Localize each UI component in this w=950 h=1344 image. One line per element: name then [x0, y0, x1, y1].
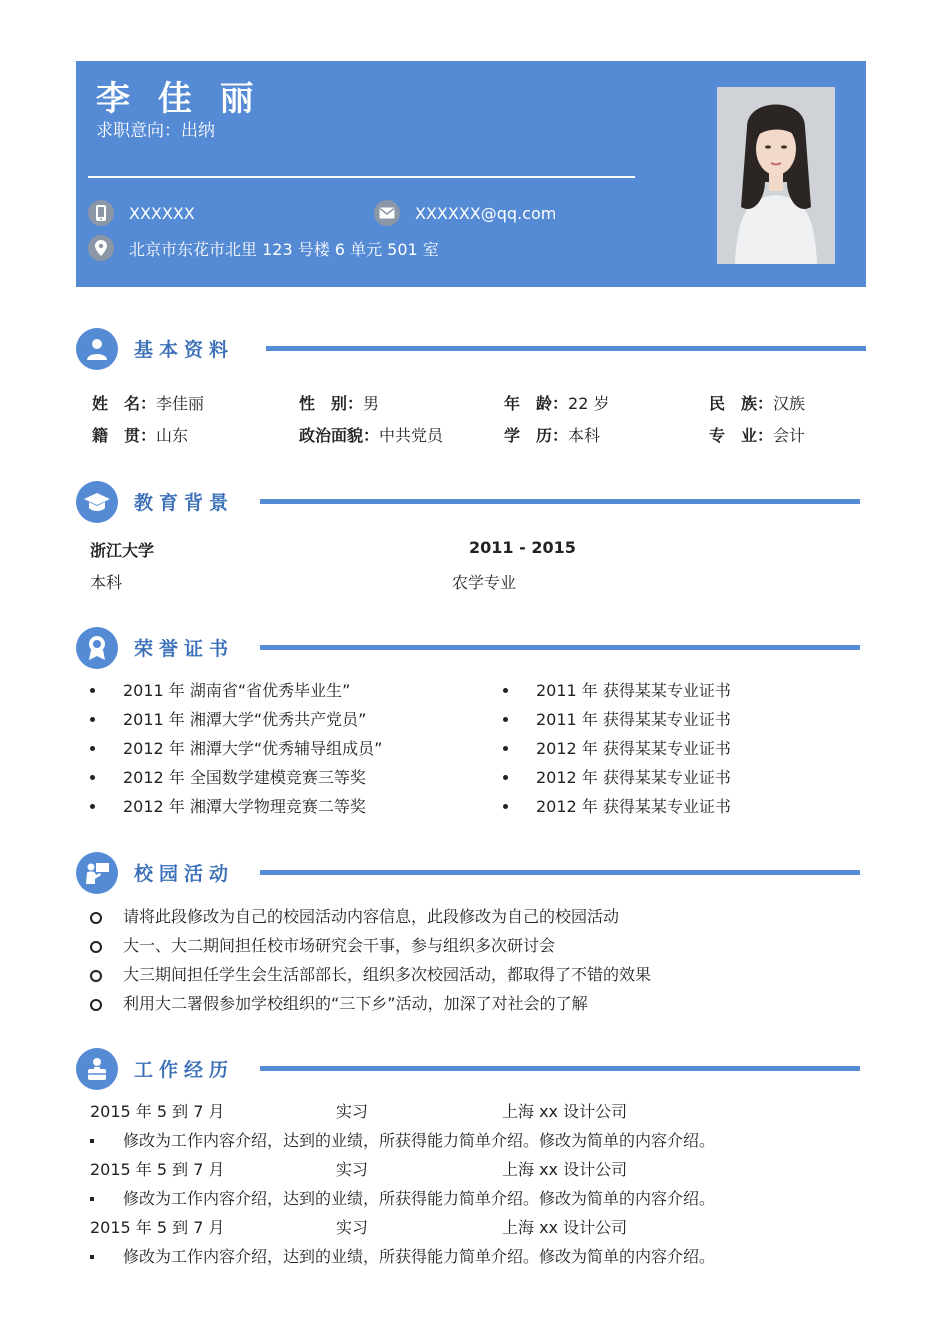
briefcase-worker-icon — [76, 1048, 118, 1090]
honors-list-left — [90, 676, 382, 821]
resume-header — [76, 61, 866, 287]
work-period: 2015 年 5 到 7 月 — [90, 1160, 225, 1179]
list-item: 2012 年 全国数学建模竞赛三等奖 — [90, 763, 382, 792]
section-divider — [260, 1066, 860, 1071]
profile-photo — [717, 87, 835, 264]
work-period: 2015 年 5 到 7 月 — [90, 1218, 225, 1237]
list-item: 利用大二署假参加学校组织的“三下乡”活动，加深了对社会的了解 — [90, 989, 651, 1018]
work-item — [90, 1155, 850, 1213]
basic-info-row — [92, 391, 852, 415]
work-period: 2015 年 5 到 7 月 — [90, 1102, 225, 1121]
user-icon — [76, 328, 118, 370]
section-divider — [260, 645, 860, 650]
info-cell: 姓 名：李佳丽 — [92, 394, 205, 413]
activities-list — [90, 902, 651, 1018]
info-cell: 籍 贯：山东 — [92, 426, 189, 445]
info-cell: 性 别：男 — [299, 394, 380, 413]
section-divider — [260, 499, 860, 504]
contact-address — [88, 235, 439, 261]
graduation-cap-icon — [76, 481, 118, 523]
list-item: 大三期间担任学生会生活部部长，组织多次校园活动，都取得了不错的效果 — [90, 960, 651, 989]
portrait-illustration — [717, 87, 835, 264]
list-item: 2012 年 湘潭大学物理竞赛二等奖 — [90, 792, 382, 821]
work-item — [90, 1213, 850, 1271]
list-item: 请将此段修改为自己的校园活动内容信息，此段修改为自己的校园活动 — [90, 902, 651, 931]
work-list — [90, 1097, 850, 1271]
header-divider — [88, 176, 635, 178]
list-item: 2011 年 湘潭大学“优秀共产党员” — [90, 705, 382, 734]
section-divider — [266, 346, 866, 351]
section-activities-header — [76, 852, 866, 896]
education-school: 浙江大学 — [90, 541, 155, 560]
info-cell: 专 业：会计 — [709, 426, 806, 445]
email-text: XXXXXX@qq.com — [415, 203, 557, 223]
work-company: 上海 xx 设计公司 — [502, 1160, 628, 1179]
work-role: 实习 — [336, 1102, 369, 1121]
contact-phone — [88, 200, 195, 226]
location-pin-icon — [88, 235, 114, 261]
work-description: 修改为工作内容介绍，达到的业绩，所获得能力简单介绍。修改为简单的内容介绍。 — [90, 1184, 715, 1213]
work-role: 实习 — [336, 1218, 369, 1237]
list-item: 2012 年 获得某某专业证书 — [503, 763, 731, 792]
work-item — [90, 1097, 850, 1155]
work-company: 上海 xx 设计公司 — [502, 1102, 628, 1121]
basic-info-row — [92, 423, 852, 447]
phone-icon — [88, 200, 114, 226]
section-divider — [260, 870, 860, 875]
work-description: 修改为工作内容介绍，达到的业绩，所获得能力简单介绍。修改为简单的内容介绍。 — [90, 1126, 715, 1155]
award-medal-icon — [76, 627, 118, 669]
phone-text: XXXXXX — [129, 203, 195, 223]
list-item: 2011 年 获得某某专业证书 — [503, 705, 731, 734]
work-role: 实习 — [336, 1160, 369, 1179]
address-text: 北京市东花市北里 123 号楼 6 单元 501 室 — [129, 239, 439, 259]
section-title: 荣誉证书 — [134, 638, 235, 660]
info-cell: 年 龄：22 岁 — [504, 394, 610, 413]
honors-list-right — [503, 676, 731, 821]
info-cell: 政治面貌：中共党员 — [299, 426, 444, 445]
list-item: 大一、大二期间担任校市场研究会干事，参与组织多次研讨会 — [90, 931, 651, 960]
list-item: 2011 年 湖南省“省优秀毕业生” — [90, 676, 382, 705]
education-major: 农学专业 — [452, 573, 517, 592]
list-item: 2012 年 获得某某专业证书 — [503, 734, 731, 763]
section-title: 工作经历 — [134, 1059, 235, 1081]
section-education-header — [76, 481, 866, 525]
info-cell: 学 历：本科 — [504, 426, 601, 445]
list-item: 2011 年 获得某某专业证书 — [503, 676, 731, 705]
presenter-icon — [76, 852, 118, 894]
job-intent: 求职意向：出纳 — [96, 121, 215, 141]
section-work-header — [76, 1048, 866, 1092]
section-honors-header — [76, 627, 866, 671]
section-title: 校园活动 — [134, 863, 235, 885]
info-cell: 民 族：汉族 — [709, 394, 806, 413]
list-item: 2012 年 获得某某专业证书 — [503, 792, 731, 821]
mail-icon — [374, 200, 400, 226]
section-basic-header — [76, 328, 866, 372]
work-company: 上海 xx 设计公司 — [502, 1218, 628, 1237]
contact-email — [374, 200, 556, 226]
education-degree: 本科 — [90, 573, 123, 592]
education-years: 2011 - 2015 — [469, 538, 576, 557]
work-description: 修改为工作内容介绍，达到的业绩，所获得能力简单介绍。修改为简单的内容介绍。 — [90, 1242, 715, 1271]
list-item: 2012 年 湘潭大学“优秀辅导组成员” — [90, 734, 382, 763]
section-title: 基本资料 — [134, 339, 235, 361]
section-title: 教育背景 — [134, 492, 235, 514]
candidate-name: 李 佳 丽 — [96, 79, 262, 119]
